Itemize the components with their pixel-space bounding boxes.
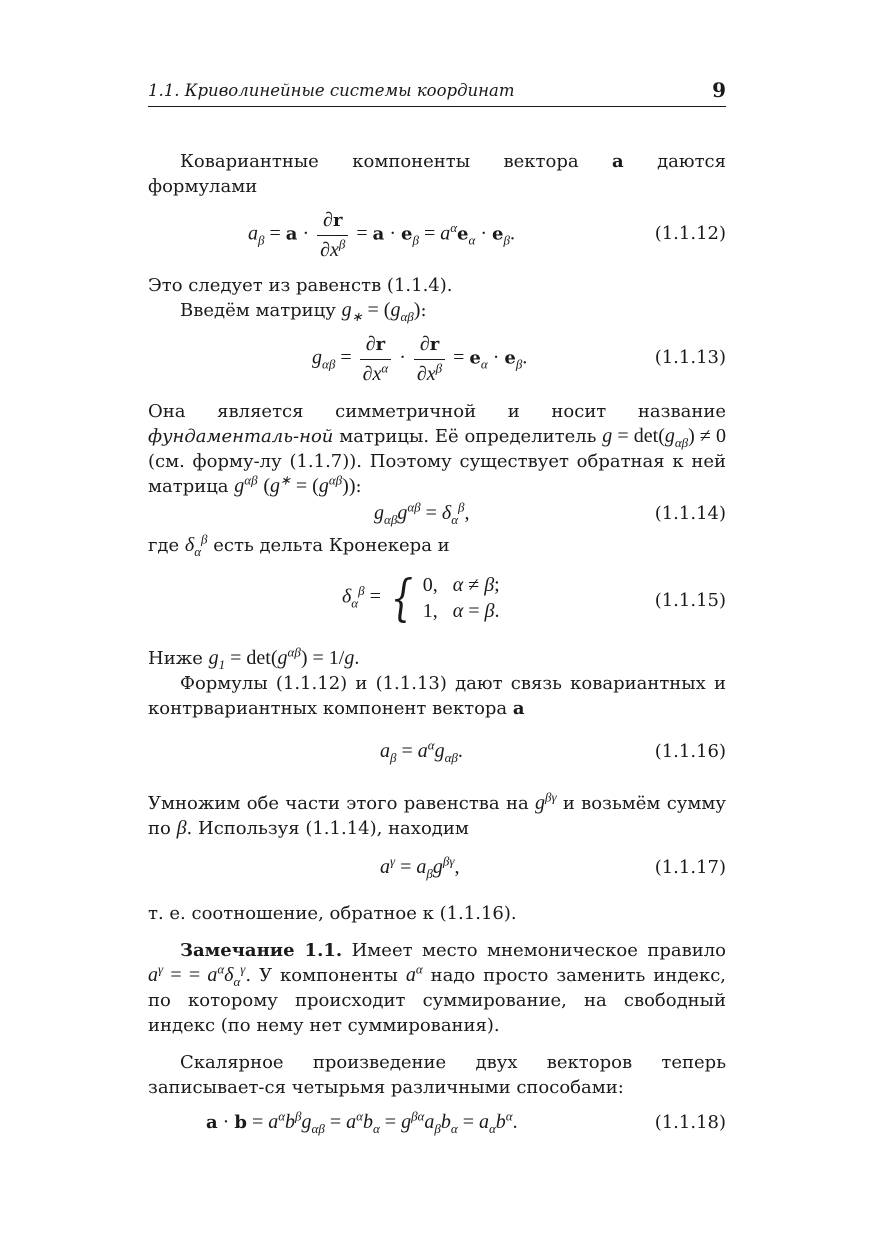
paragraph-7-text: Формулы (1.1.12) и (1.1.13) дают связь ковариантных и контрвариантных компонент вектора: [148, 673, 726, 719]
equation-1-1-14-body: $g_{\alpha\beta}g^{\alpha\beta} = \delta_\alpha^\beta$,: [374, 499, 470, 527]
equation-1-1-17: [148, 841, 726, 897]
running-header: [148, 78, 726, 107]
paragraph-5-part-a: где: [148, 535, 180, 556]
equation-number: (1.1.13): [654, 347, 726, 368]
paragraph-4: Она является симметричной и носит название фундаменталь-ной матрицы. Её определитель $g = \det(g_{\alpha\beta}) \ne 0$ (см. форму-лу (1.1.7)). Поэтому существует обратная к ней матрица $g^{\alpha\beta}$ $(g^∗ = (g^{\alpha\beta}))$:: [148, 401, 726, 497]
paragraph-1: [148, 149, 726, 199]
vector-a: a: [612, 151, 624, 172]
paragraph-6-text: Ниже: [148, 648, 203, 669]
equation-1-1-18-body: $a \cdot b = a^\alpha b^\beta g_{\alpha\beta} = a^\alpha b_\alpha = g^{\beta\alpha}a_\beta b_\alpha = a_\alpha b^\alpha$.: [206, 1108, 518, 1136]
paragraph-3: Введём матрицу $g_∗ = (g_{\alpha\beta})$:: [180, 299, 427, 324]
equation-number: (1.1.18): [654, 1112, 726, 1133]
paragraph-5: где $\delta_\alpha^\beta$ есть дельта Кронекера и: [148, 531, 450, 559]
equation-number: (1.1.14): [654, 503, 726, 524]
remark-part-b: . У компоненты: [245, 965, 398, 986]
equation-number: (1.1.12): [654, 223, 726, 244]
paragraph-1-text: Ковариантные компоненты вектора: [180, 151, 579, 172]
paragraph-1-end: даются формулами: [148, 151, 726, 197]
paragraph-8-part-c: . Используя (1.1.14), находим: [186, 818, 469, 839]
equation-1-1-16: [148, 721, 726, 785]
equation-1-1-13: [148, 323, 726, 395]
paragraph-2: Это следует из равенств (1.1.4).: [148, 275, 453, 296]
equation-1-1-18: [148, 1100, 726, 1150]
equation-number: (1.1.17): [654, 857, 726, 878]
equation-1-1-16-body: $a_\beta = a^\alpha g_{\alpha\beta}$.: [380, 737, 463, 765]
equation-1-1-12-body: $a_\beta = a$ · $\frac{\partial r}{\partial x^\beta}$ = $a \cdot e_\beta = a^\alpha e_\alpha \cdot e_\beta$.: [248, 209, 515, 261]
equation-1-1-12: [148, 199, 726, 269]
equation-number: (1.1.15): [654, 590, 726, 611]
equation-1-1-13-body: $g_{\alpha\beta}$ = $\frac{\partial r}{\partial x^\alpha}$ · $\frac{\partial r}{\partial x^\beta}$ = $e_\alpha \cdot e_\beta$.: [312, 333, 528, 385]
paragraph-4-part-a: Она является симметричной и носит название: [148, 401, 726, 422]
equation-1-1-15: [148, 558, 726, 640]
equation-1-1-14: [148, 499, 726, 533]
remark-part-c: надо просто заменить индекс, по которому происходит суммирование, на свободный индекс (по нему нет суммирования).: [148, 965, 726, 1036]
paragraph-4-part-c: (см. форму-лу (1.1.7)). Поэтому существует обратная к ней матрица: [148, 451, 726, 497]
paragraph-8-part-a: Умножим обе части этого равенства на: [148, 793, 529, 814]
running-title: 1.1. Криволинейные системы координат: [148, 81, 515, 100]
paragraph-8-part-b: и возьмём сумму по: [148, 793, 726, 839]
page-number: 9: [712, 78, 726, 102]
paragraph-3-text: Введём матрицу: [180, 300, 336, 321]
paragraph-4-part-b: матрицы. Её определитель: [339, 426, 597, 447]
paragraph-5-part-b: есть дельта Кронекера и: [213, 535, 450, 556]
paragraph-6: Ниже $g_1 = \det(g^{\alpha\beta}) = 1/g$.: [148, 644, 360, 672]
equation-1-1-17-body: $a^\gamma = a_\beta g^{\beta\gamma}$,: [380, 853, 460, 881]
remark-part-a: Имеет место мнемоническое правило: [351, 940, 726, 961]
equation-number: (1.1.16): [654, 741, 726, 762]
page: [148, 78, 726, 1150]
paragraph-7: Формулы (1.1.12) и (1.1.13) дают связь ковариантных и контрвариантных компонент вектора a: [148, 673, 726, 719]
remark-1-1: Замечание 1.1. Имеет место мнемоническое правило $a^\gamma$ = = $a^\alpha\delta_\alpha^\gamma$. У компоненты $a^\alpha$ надо просто заменить индекс, по которому происходит суммирование, на свободный индекс (по нему нет суммирования).: [148, 940, 726, 1036]
term-fundamental: фундаменталь-ной: [148, 426, 334, 447]
paragraph-8: Умножим обе части этого равенства на $g^{\beta\gamma}$ и возьмём сумму по β. Используя (1.1.14), находим: [148, 789, 726, 839]
paragraph-10: Скалярное произведение двух векторов теперь записывает-ся четырьмя различными способами:: [148, 1052, 726, 1098]
paragraph-9: т. е. соотношение, обратное к (1.1.16).: [148, 903, 517, 924]
remark-label: Замечание 1.1.: [180, 940, 343, 961]
equation-1-1-15-body: $\delta_\alpha^\beta$ = { 0, α ≠ β; 1, α = β.: [342, 569, 500, 627]
